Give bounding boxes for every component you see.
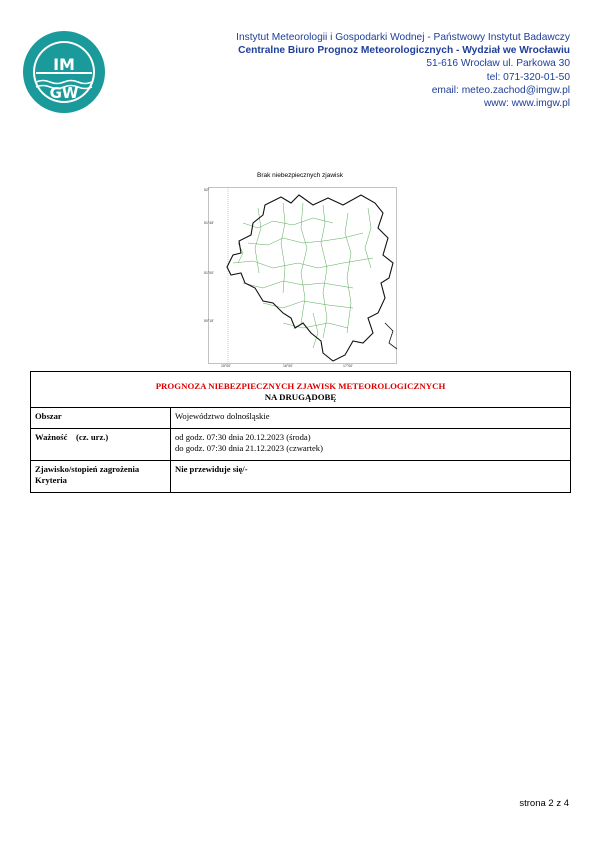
region-map <box>203 183 401 368</box>
zjawisko-label-line1: Zjawisko/stopień zagrożenia <box>35 464 140 474</box>
svg-text:IM: IM <box>53 55 75 74</box>
valid-to: do godz. 07:30 dnia 21.12.2023 (czwartek) <box>175 443 323 453</box>
lat-label: 51°00' <box>204 271 214 275</box>
table-row <box>31 429 571 461</box>
zjawisko-label-line2: Kryteria <box>35 475 67 485</box>
valid-from: od godz. 07:30 dnia 20.12.2023 (środa) <box>175 432 311 442</box>
office-name: Centralne Biuro Prognoz Meteorologicznych - Wydział we Wrocławiu <box>238 45 570 57</box>
lat-label: 50°15' <box>204 319 214 323</box>
address: 51-616 Wrocław ul. Parkowa 30 <box>426 58 570 70</box>
lon-label: 15°00' <box>221 364 231 368</box>
table-subtitle: NA DRUGĄDOBĘ <box>264 392 337 402</box>
map-title: Brak niebezpiecznych zjawisk <box>257 172 343 179</box>
table-row <box>31 461 571 493</box>
table-title: PROGNOZA NIEBEZPIECZNYCH ZJAWISK METEOROLOGICZNYCH <box>155 381 446 391</box>
waznosc-label-text: Ważność (cz. urz.) <box>35 432 109 442</box>
lon-label: 16°00' <box>283 364 293 368</box>
imgw-logo <box>22 30 106 114</box>
waznosc-label <box>31 429 171 461</box>
lon-label: 17°00' <box>343 364 353 368</box>
waznosc-value <box>171 429 571 461</box>
institute-name: Instytut Meteorologii i Gospodarki Wodnej - Państwowy Instytut Badawczy <box>236 32 570 43</box>
lat-label: 51°45' <box>204 221 214 225</box>
zjawisko-value: Nie przewiduje się/- <box>171 461 571 493</box>
page-number: strona 2 z 4 <box>519 798 569 809</box>
table-header <box>31 372 571 408</box>
lat-label-top: 52° <box>204 188 210 192</box>
phone: tel: 071-320-01-50 <box>486 71 570 83</box>
zjawisko-label <box>31 461 171 493</box>
svg-text:GW: GW <box>49 84 79 102</box>
obszar-value: Województwo dolnośląskie <box>171 408 571 429</box>
institute-header <box>236 31 570 110</box>
website[interactable]: www: www.imgw.pl <box>483 98 570 110</box>
obszar-label: Obszar <box>31 408 171 429</box>
forecast-table <box>30 371 571 493</box>
table-row <box>31 408 571 429</box>
email[interactable]: email: meteo.zachod@imgw.pl <box>431 84 570 96</box>
